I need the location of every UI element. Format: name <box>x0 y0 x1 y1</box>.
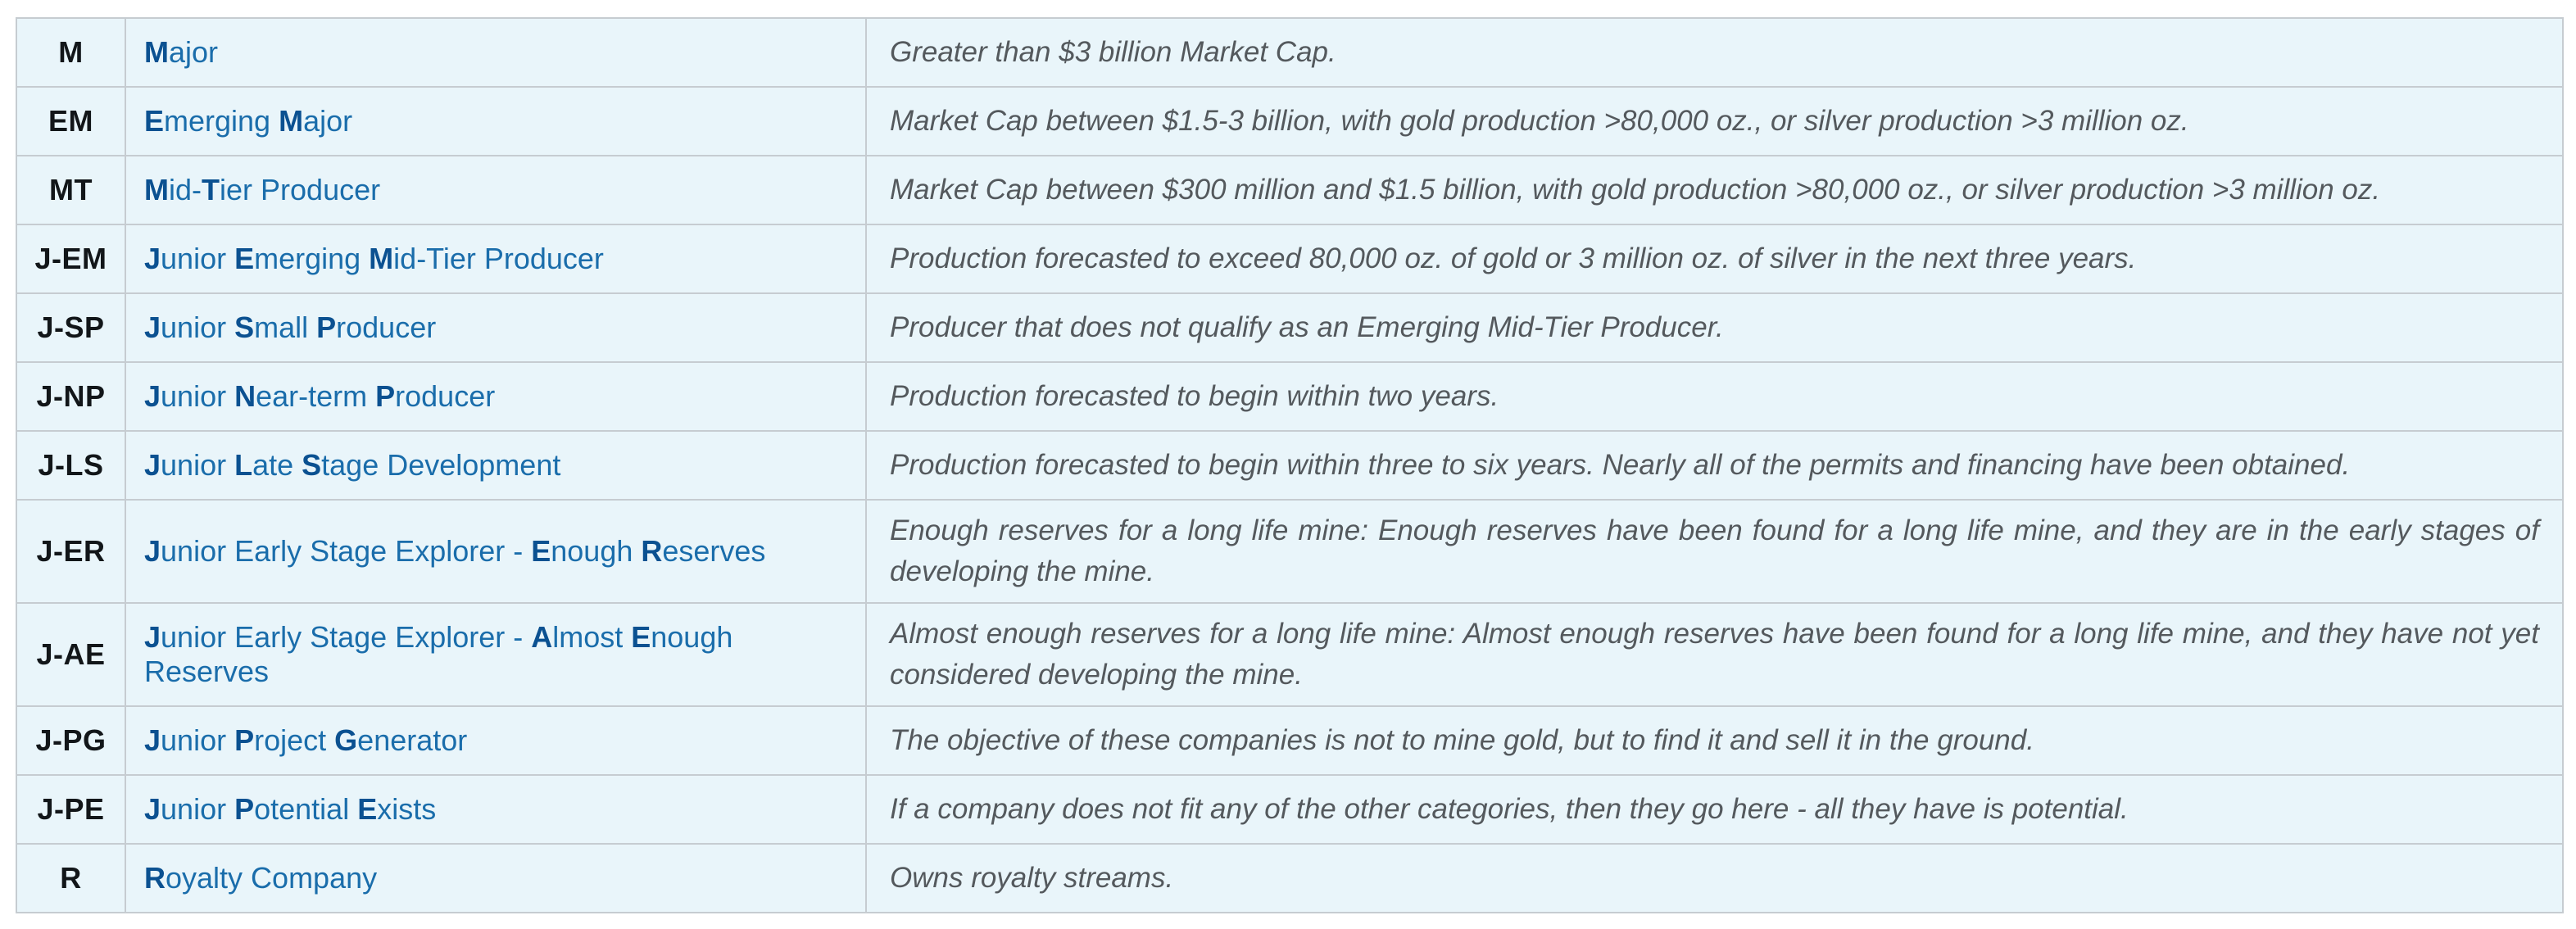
category-cell <box>125 293 866 362</box>
category-text: roducer <box>336 310 437 344</box>
category-cell <box>125 706 866 775</box>
category-initial-letter: M <box>279 104 304 138</box>
category-text: enerator <box>357 723 468 757</box>
category-initial-letter: J <box>144 792 161 826</box>
category-initial-letter: N <box>234 379 256 413</box>
category-text: unior <box>161 723 235 757</box>
category-text: roject <box>254 723 335 757</box>
description-cell: Production forecasted to begin within three to six years. Nearly all of the permits and financing have been obtained. <box>866 431 2563 500</box>
category-initial-letter: E <box>357 792 378 826</box>
category-cell <box>125 500 866 603</box>
table-row <box>16 87 2563 156</box>
description-cell: Enough reserves for a long life mine: Enough reserves have been found for a long life mine, and they are in the early stages of developing the mine. <box>866 500 2563 603</box>
category-initial-letter: R <box>641 534 663 568</box>
category-cell <box>125 224 866 293</box>
category-text: merging <box>254 242 370 275</box>
category-text: otential <box>254 792 358 826</box>
category-initial-letter: E <box>144 104 165 138</box>
category-initial-letter: E <box>631 620 651 654</box>
code-cell: J-PG <box>16 706 125 775</box>
category-initial-letter: S <box>234 310 255 344</box>
table-row <box>16 224 2563 293</box>
category-text: tage Development <box>321 448 561 482</box>
category-initial-letter: P <box>316 310 337 344</box>
category-initial-letter: L <box>234 448 253 482</box>
category-initial-letter: S <box>302 448 322 482</box>
category-initial-letter: J <box>144 379 161 413</box>
category-text: oyalty Company <box>166 861 378 895</box>
code-cell: J-ER <box>16 500 125 603</box>
description-cell: Production forecasted to begin within two years. <box>866 362 2563 431</box>
category-text: unior Early Stage Explorer - <box>161 620 532 654</box>
category-text: ajor <box>169 35 219 69</box>
category-text: ear-term <box>256 379 376 413</box>
description-cell: Almost enough reserves for a long life mine: Almost enough reserves have been found for a long life mine, and they have not yet considered developing the mine. <box>866 603 2563 706</box>
table-row <box>16 18 2563 87</box>
category-cell <box>125 844 866 913</box>
category-initial-letter: J <box>144 242 161 275</box>
code-cell: R <box>16 844 125 913</box>
category-initial-letter: M <box>144 35 169 69</box>
category-text: mall <box>254 310 317 344</box>
table-row <box>16 293 2563 362</box>
category-text: lmost <box>552 620 632 654</box>
category-text: nough Reserves <box>144 620 733 688</box>
description-cell: The objective of these companies is not to mine gold, but to find it and sell it in the ground. <box>866 706 2563 775</box>
category-initial-letter: A <box>531 620 553 654</box>
description-cell: Market Cap between $1.5-3 billion, with gold production >80,000 oz., or silver production >3 million oz. <box>866 87 2563 156</box>
category-text: id- <box>169 173 202 206</box>
category-legend-table <box>16 17 2564 913</box>
category-initial-letter: J <box>144 723 161 757</box>
code-cell: J-AE <box>16 603 125 706</box>
category-initial-letter: P <box>375 379 396 413</box>
category-cell <box>125 156 866 224</box>
category-initial-letter: G <box>334 723 358 757</box>
code-cell: J-PE <box>16 775 125 844</box>
description-cell: Production forecasted to exceed 80,000 oz. of gold or 3 million oz. of silver in the next three years. <box>866 224 2563 293</box>
category-initial-letter: J <box>144 448 161 482</box>
category-text: roducer <box>395 379 496 413</box>
table-row <box>16 156 2563 224</box>
category-initial-letter: T <box>202 173 220 206</box>
description-cell: If a company does not fit any of the other categories, then they go here - all they have is potential. <box>866 775 2563 844</box>
category-cell <box>125 362 866 431</box>
category-text: id-Tier Producer <box>393 242 604 275</box>
category-text: merging <box>164 104 279 138</box>
table-row <box>16 362 2563 431</box>
category-text: eserves <box>662 534 766 568</box>
category-cell <box>125 431 866 500</box>
category-text: unior <box>161 379 235 413</box>
code-cell: J-EM <box>16 224 125 293</box>
category-text: unior <box>161 792 235 826</box>
category-initial-letter: E <box>531 534 551 568</box>
category-cell <box>125 87 866 156</box>
category-text: ate <box>252 448 302 482</box>
description-cell: Producer that does not qualify as an Emerging Mid-Tier Producer. <box>866 293 2563 362</box>
category-text: unior <box>161 310 235 344</box>
code-cell: J-LS <box>16 431 125 500</box>
category-initial-letter: J <box>144 310 161 344</box>
code-cell: J-NP <box>16 362 125 431</box>
category-text: unior <box>161 242 235 275</box>
category-text: ier Producer <box>220 173 381 206</box>
category-table-body <box>16 18 2563 913</box>
category-text: nough <box>551 534 642 568</box>
table-row <box>16 603 2563 706</box>
code-cell: J-SP <box>16 293 125 362</box>
table-row <box>16 500 2563 603</box>
table-row <box>16 775 2563 844</box>
category-initial-letter: P <box>234 792 255 826</box>
code-cell: M <box>16 18 125 87</box>
category-cell <box>125 603 866 706</box>
category-cell <box>125 775 866 844</box>
table-row <box>16 431 2563 500</box>
description-cell: Greater than $3 billion Market Cap. <box>866 18 2563 87</box>
category-text: unior Early Stage Explorer - <box>161 534 532 568</box>
description-cell: Market Cap between $300 million and $1.5 billion, with gold production >80,000 oz., or silver production >3 million oz. <box>866 156 2563 224</box>
category-initial-letter: M <box>369 242 394 275</box>
category-text: unior <box>161 448 235 482</box>
category-cell <box>125 18 866 87</box>
category-initial-letter: M <box>144 173 169 206</box>
category-text: ajor <box>303 104 353 138</box>
category-initial-letter: J <box>144 620 161 654</box>
category-initial-letter: J <box>144 534 161 568</box>
description-cell: Owns royalty streams. <box>866 844 2563 913</box>
table-row <box>16 706 2563 775</box>
category-initial-letter: E <box>234 242 255 275</box>
category-initial-letter: R <box>144 861 166 895</box>
table-row <box>16 844 2563 913</box>
category-text: xists <box>377 792 437 826</box>
code-cell: EM <box>16 87 125 156</box>
code-cell: MT <box>16 156 125 224</box>
category-initial-letter: P <box>234 723 255 757</box>
